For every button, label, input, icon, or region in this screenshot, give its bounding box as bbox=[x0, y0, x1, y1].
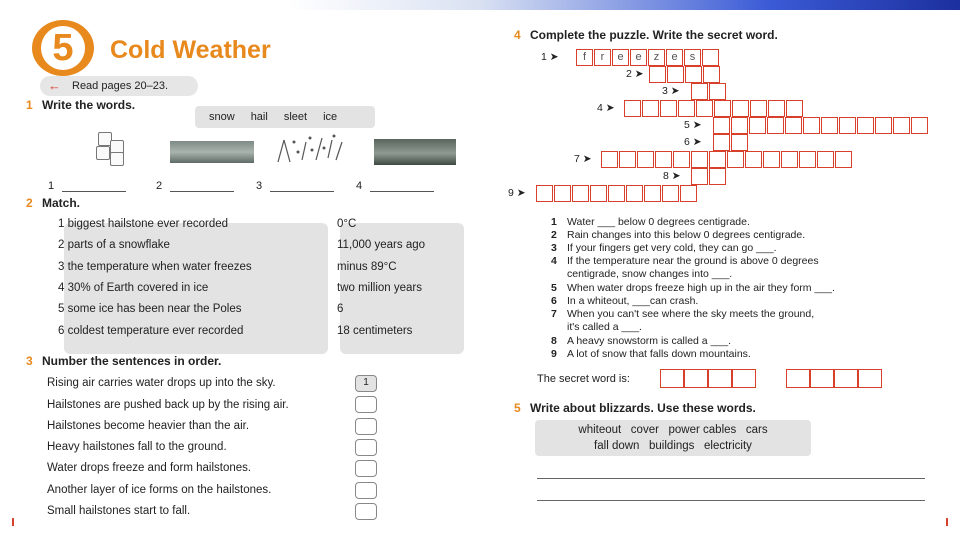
order-sentence: Hailstones are pushed back up by the rising air. bbox=[47, 399, 289, 411]
crossword-cell[interactable] bbox=[857, 117, 874, 134]
clue-item: 2 Rain changes into this below 0 degrees centigrade. bbox=[551, 229, 806, 241]
crossword-row-label: 6 ➤ bbox=[684, 136, 702, 148]
crossword-cell[interactable] bbox=[911, 117, 928, 134]
order-answer-box[interactable] bbox=[355, 439, 377, 456]
clue-item: 7 When you can't see where the sky meets the ground, bbox=[551, 308, 815, 320]
crossword-cell[interactable]: z bbox=[648, 49, 665, 66]
match-left-item: 1 biggest hailstone ever recorded bbox=[58, 218, 229, 230]
crossword-cell[interactable] bbox=[608, 185, 625, 202]
crossword-row-label: 2 ➤ bbox=[626, 68, 644, 80]
clue-item: it's called a ___. bbox=[567, 321, 642, 333]
match-left-item: 6 coldest temperature ever recorded bbox=[58, 325, 244, 337]
clue-item: 9 A lot of snow that falls down mountains. bbox=[551, 348, 751, 360]
read-pages-text: Read pages 20–23. bbox=[72, 80, 169, 92]
slide-top-band bbox=[0, 0, 960, 10]
crossword-row-label: 3 ➤ bbox=[662, 85, 680, 97]
crossword-cell[interactable] bbox=[763, 151, 780, 168]
crossword-cell[interactable] bbox=[732, 100, 749, 117]
clue-item: 6 In a whiteout, ___can crash. bbox=[551, 295, 699, 307]
crossword-cell[interactable] bbox=[702, 49, 719, 66]
order-sentence: Hailstones become heavier than the air. bbox=[47, 420, 250, 432]
crossword-cell[interactable] bbox=[601, 151, 618, 168]
crossword-cell[interactable] bbox=[839, 117, 856, 134]
match-left-item: 5 some ice has been near the Poles bbox=[58, 303, 242, 315]
crossword-cell[interactable] bbox=[667, 66, 684, 83]
crossword-row-label: 5 ➤ bbox=[684, 119, 702, 131]
crossword-row-label: 9 ➤ bbox=[508, 187, 526, 199]
ex3-title: Number the sentences in order. bbox=[42, 354, 222, 368]
match-right-item: 0°C bbox=[337, 218, 357, 230]
unit-badge bbox=[32, 20, 94, 76]
ex4-title: Complete the puzzle. Write the secret word. bbox=[530, 28, 778, 42]
blank-number: 1 bbox=[48, 180, 55, 192]
ex5-number: 5 bbox=[514, 401, 521, 415]
crossword-cell[interactable]: r bbox=[594, 49, 611, 66]
crossword-cell[interactable] bbox=[572, 185, 589, 202]
crossword-cell[interactable] bbox=[709, 83, 726, 100]
crossword-cell[interactable]: e bbox=[666, 49, 683, 66]
order-answer-box[interactable] bbox=[355, 418, 377, 435]
crossword-cell[interactable] bbox=[767, 117, 784, 134]
order-answer-box[interactable] bbox=[355, 460, 377, 477]
ex4-number: 4 bbox=[514, 28, 521, 42]
crossword-cell[interactable] bbox=[703, 66, 720, 83]
crossword-cell[interactable] bbox=[714, 100, 731, 117]
crossword-cell[interactable] bbox=[626, 185, 643, 202]
blank-number: 4 bbox=[356, 180, 363, 192]
crossword-cell[interactable] bbox=[799, 151, 816, 168]
ice-cubes-picture bbox=[92, 130, 134, 166]
crossword-cell[interactable] bbox=[644, 185, 661, 202]
ex5-heading bbox=[514, 401, 756, 415]
blank-number: 3 bbox=[256, 180, 263, 192]
crossword-cell[interactable] bbox=[691, 151, 708, 168]
crossword-cell[interactable] bbox=[709, 151, 726, 168]
order-sentence: Another layer of ice forms on the hailstones. bbox=[47, 484, 272, 496]
secret-letter-box[interactable] bbox=[858, 369, 882, 388]
match-right-item: 18 centimeters bbox=[337, 325, 413, 337]
crossword-cell[interactable] bbox=[731, 134, 748, 151]
writing-line[interactable] bbox=[537, 478, 925, 479]
order-answer-box[interactable] bbox=[355, 482, 377, 499]
match-right-item: two million years bbox=[337, 282, 422, 294]
crossword-cell[interactable] bbox=[781, 151, 798, 168]
crossword-cell[interactable] bbox=[655, 151, 672, 168]
word: ice bbox=[323, 111, 338, 123]
crossword-row-label: 8 ➤ bbox=[663, 170, 681, 182]
sleet-picture bbox=[272, 130, 348, 166]
crossword-cell[interactable] bbox=[649, 66, 666, 83]
crossword-cell[interactable] bbox=[727, 151, 744, 168]
crossword-cell[interactable] bbox=[713, 117, 730, 134]
read-pages-pill bbox=[40, 76, 198, 96]
secret-letter-box[interactable] bbox=[834, 369, 858, 388]
ex1-blank-4[interactable] bbox=[356, 180, 434, 192]
arrow-left-icon: ← bbox=[48, 78, 61, 93]
match-left-item: 3 the temperature when water freezes bbox=[58, 261, 252, 273]
ex1-blank-3[interactable] bbox=[256, 180, 334, 192]
crossword-cell[interactable] bbox=[745, 151, 762, 168]
secret-letter-box[interactable] bbox=[732, 369, 756, 388]
crossword-cell[interactable] bbox=[893, 117, 910, 134]
crossword-cell[interactable] bbox=[691, 168, 708, 185]
secret-letter-box[interactable] bbox=[786, 369, 810, 388]
clue-item: 4 If the temperature near the ground is above 0 degrees bbox=[551, 255, 819, 267]
ex1-number: 1 bbox=[26, 98, 33, 112]
clue-item: 3 If your fingers get very cold, they can go ___. bbox=[551, 242, 777, 254]
order-answer-box[interactable] bbox=[355, 396, 377, 413]
ex1-word-box bbox=[195, 106, 375, 128]
order-sentence: Heavy hailstones fall to the ground. bbox=[47, 441, 227, 453]
word: sleet bbox=[283, 111, 308, 123]
secret-letter-box[interactable] bbox=[684, 369, 708, 388]
clue-item: 5 When water drops freeze high up in the air they form ___. bbox=[551, 282, 835, 294]
clue-item: 1 Water ___ below 0 degrees centigrade. bbox=[551, 216, 750, 228]
match-right-item: 11,000 years ago bbox=[337, 239, 426, 251]
crossword-cell[interactable] bbox=[731, 117, 748, 134]
hail-picture bbox=[170, 141, 254, 163]
crossword-cell[interactable] bbox=[678, 100, 695, 117]
crossword-cell[interactable] bbox=[749, 117, 766, 134]
snow-picture bbox=[374, 139, 456, 165]
word: hail bbox=[250, 111, 268, 123]
ex1-blank-1[interactable] bbox=[48, 180, 126, 192]
crossword-cell[interactable] bbox=[750, 100, 767, 117]
crossword-cell[interactable] bbox=[713, 134, 730, 151]
crossword-cell[interactable] bbox=[821, 117, 838, 134]
ex1-heading bbox=[26, 98, 135, 112]
secret-letter-box[interactable] bbox=[810, 369, 834, 388]
crossword-cell[interactable] bbox=[786, 100, 803, 117]
crossword-row-label: 1 ➤ bbox=[541, 51, 559, 63]
crossword-cell[interactable] bbox=[642, 100, 659, 117]
crossword-cell[interactable] bbox=[637, 151, 654, 168]
crossword-cell[interactable] bbox=[554, 185, 571, 202]
unit-title: Cold Weather bbox=[110, 36, 271, 64]
unit-number: 5 bbox=[41, 26, 85, 70]
crossword-cell[interactable] bbox=[875, 117, 892, 134]
match-left-item: 2 parts of a snowflake bbox=[58, 239, 170, 251]
order-answer-box[interactable] bbox=[355, 503, 377, 520]
blizzard-word-box bbox=[535, 420, 811, 456]
crossword-cell[interactable] bbox=[673, 151, 690, 168]
clue-item: centigrade, snow changes into ___. bbox=[567, 268, 733, 280]
crossword-cell[interactable] bbox=[785, 117, 802, 134]
word-line-2: fall down buildings electricity bbox=[594, 440, 752, 452]
workbook-page bbox=[14, 10, 946, 530]
secret-word-label: The secret word is: bbox=[537, 373, 630, 385]
crossword-cell[interactable] bbox=[696, 100, 713, 117]
secret-letter-box[interactable] bbox=[660, 369, 684, 388]
crossword-cell[interactable]: e bbox=[612, 49, 629, 66]
crossword-cell[interactable] bbox=[709, 168, 726, 185]
crossword-cell[interactable] bbox=[536, 185, 553, 202]
order-sentence: Small hailstones start to fall. bbox=[47, 505, 191, 517]
word: snow bbox=[209, 111, 235, 123]
crossword-cell[interactable] bbox=[685, 66, 702, 83]
ex2-number: 2 bbox=[26, 196, 33, 210]
crossword-cell[interactable] bbox=[619, 151, 636, 168]
match-right-item: 6 bbox=[337, 303, 344, 315]
crossword-cell[interactable]: s bbox=[684, 49, 701, 66]
crossword-cell[interactable] bbox=[662, 185, 679, 202]
order-sentence: Rising air carries water drops up into the sky. bbox=[47, 377, 276, 389]
crossword-cell[interactable] bbox=[660, 100, 677, 117]
crossword-cell[interactable] bbox=[590, 185, 607, 202]
crossword-row-label: 4 ➤ bbox=[597, 102, 615, 114]
ex2-title: Match. bbox=[42, 196, 81, 210]
blank-number: 2 bbox=[156, 180, 163, 192]
ex2-heading bbox=[26, 196, 80, 210]
crossword-cell[interactable] bbox=[680, 185, 697, 202]
ex1-title: Write the words. bbox=[42, 98, 136, 112]
crossword-cell[interactable] bbox=[691, 83, 708, 100]
crossword-cell[interactable] bbox=[768, 100, 785, 117]
ex4-heading bbox=[514, 28, 778, 42]
crossword-cell[interactable] bbox=[835, 151, 852, 168]
match-right-item: minus 89°C bbox=[337, 261, 397, 273]
writing-line[interactable] bbox=[537, 500, 925, 501]
clue-item: 8 A heavy snowstorm is called a ___. bbox=[551, 335, 732, 347]
order-answer-box[interactable]: 1 bbox=[355, 375, 377, 392]
crossword-row-label: 7 ➤ bbox=[574, 153, 592, 165]
ex5-title: Write about blizzards. Use these words. bbox=[530, 401, 756, 415]
crossword-cell[interactable] bbox=[803, 117, 820, 134]
ex3-number: 3 bbox=[26, 354, 33, 368]
crossword-cell[interactable]: e bbox=[630, 49, 647, 66]
word-line-1: whiteout cover power cables cars bbox=[578, 424, 768, 436]
ex3-heading bbox=[26, 354, 221, 368]
ex1-blank-2[interactable] bbox=[156, 180, 234, 192]
order-sentence: Water drops freeze and form hailstones. bbox=[47, 462, 252, 474]
crossword-cell[interactable] bbox=[624, 100, 641, 117]
secret-letter-box[interactable] bbox=[708, 369, 732, 388]
match-left-item: 4 30% of Earth covered in ice bbox=[58, 282, 209, 294]
crossword-cell[interactable] bbox=[817, 151, 834, 168]
crossword-cell[interactable]: f bbox=[576, 49, 593, 66]
